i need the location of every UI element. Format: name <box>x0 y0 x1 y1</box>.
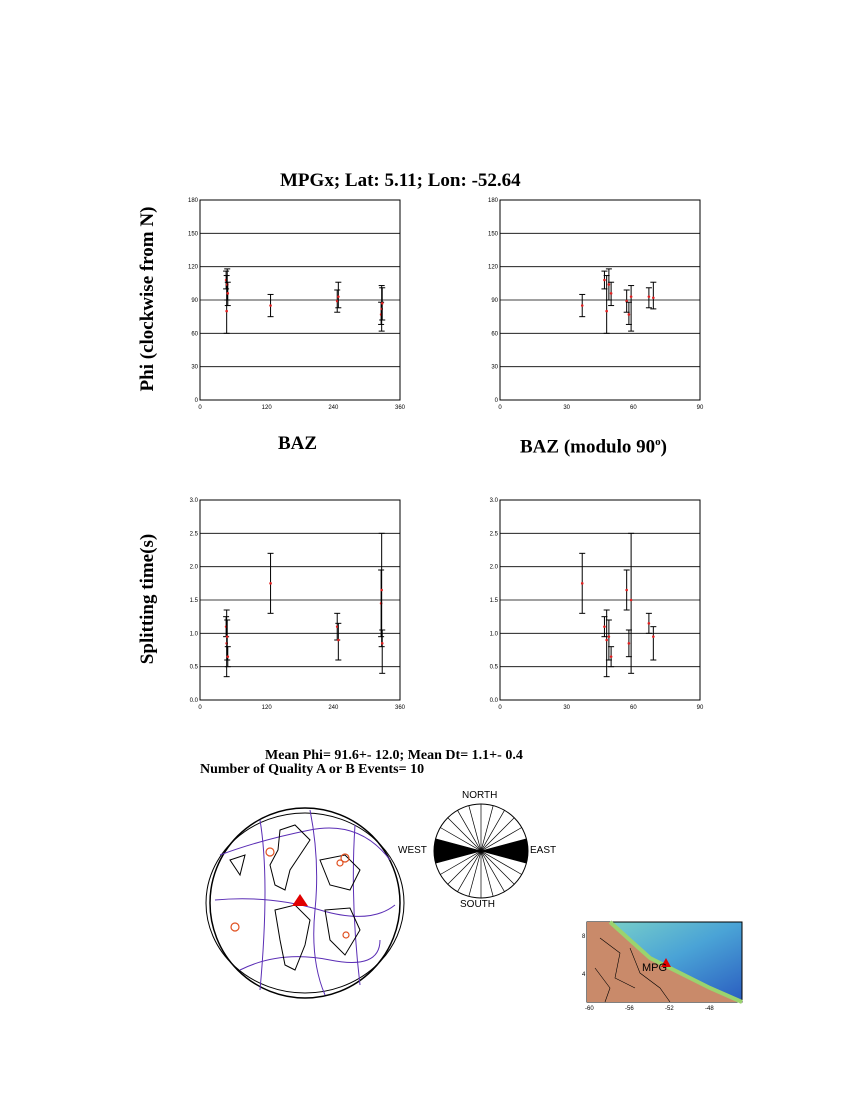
y-tick-label: 2.0 <box>489 564 498 571</box>
y-tick-label: 30 <box>191 364 198 371</box>
rose-diagram <box>432 802 530 900</box>
data-point <box>226 292 229 295</box>
y-tick-label: 180 <box>487 198 498 204</box>
data-point <box>603 279 606 282</box>
x-tick-label: 60 <box>629 705 637 711</box>
error-bar <box>335 282 341 308</box>
x-tick-label: 120 <box>261 405 272 411</box>
data-point <box>608 283 611 286</box>
rose-east-label: EAST <box>530 845 557 856</box>
y-tick-label: 1.0 <box>489 631 498 638</box>
data-point <box>630 295 633 298</box>
y-tick-label: 150 <box>187 231 198 238</box>
y-tick-label: 0.5 <box>189 664 198 671</box>
data-point <box>269 582 272 585</box>
y-tick-label: 1.5 <box>189 598 198 604</box>
x-tick-label: 0 <box>498 705 502 711</box>
y-tick-label: 2.0 <box>189 564 198 571</box>
data-point <box>648 295 651 298</box>
x-tick-label: 60 <box>629 405 637 411</box>
y-tick-label: 3.0 <box>189 498 198 504</box>
baz-mod-label <box>520 436 667 458</box>
error-bar <box>650 627 656 660</box>
rose-petal <box>434 839 481 851</box>
data-point <box>581 582 584 585</box>
x-tick-label: 240 <box>328 405 339 411</box>
y-tick-label: 180 <box>187 198 198 204</box>
y-tick-label: 60 <box>191 331 198 338</box>
y-tick-label: 90 <box>191 298 198 304</box>
y-tick-label: 120 <box>487 264 498 271</box>
station-icon <box>292 894 308 906</box>
x-tick-label: 0 <box>198 405 202 411</box>
svg-text:8: 8 <box>582 934 586 940</box>
error-bar <box>335 623 341 660</box>
data-point <box>628 642 631 645</box>
mean-summary: Mean Phi= 91.6+- 12.0; Mean Dt= 1.1+- 0.4 <box>265 748 523 763</box>
data-point <box>381 302 384 305</box>
x-tick-label: 90 <box>696 705 704 711</box>
rose-petal <box>481 851 528 863</box>
data-point <box>630 599 633 602</box>
event-count: Number of Quality A or B Events= 10 <box>200 762 425 777</box>
svg-text:-56: -56 <box>625 1006 634 1012</box>
globe-map <box>200 800 410 1005</box>
x-tick-label: 360 <box>394 705 406 711</box>
regional-map <box>580 918 745 1013</box>
y-tick-label: 120 <box>187 264 198 271</box>
rose-petal <box>434 851 481 863</box>
y-tick-label: 0 <box>494 398 498 404</box>
data-point <box>225 310 228 313</box>
x-tick-label: 90 <box>696 405 704 411</box>
baz-mod-deg: o <box>655 436 661 448</box>
data-point <box>652 635 655 638</box>
rose-south-label: SOUTH <box>460 899 495 910</box>
data-point <box>226 655 229 658</box>
x-tick-label: 30 <box>563 705 571 711</box>
y-tick-label: 3.0 <box>489 498 498 504</box>
x-tick-label: 360 <box>394 405 406 411</box>
svg-text:-52: -52 <box>665 1006 674 1012</box>
y-tick-label: 150 <box>487 231 498 238</box>
y-tick-label: 30 <box>491 364 498 371</box>
y-tick-label: 0.0 <box>189 698 198 704</box>
y-tick-label: 60 <box>491 331 498 338</box>
y-tick-label: 0 <box>194 398 198 404</box>
data-point <box>648 622 651 625</box>
dt-axis-label: Splitting time(s) <box>137 533 158 665</box>
data-point <box>605 310 608 313</box>
y-tick-label: 0.0 <box>489 698 498 704</box>
phi-vs-baz-chart <box>180 190 420 411</box>
y-tick-label: 90 <box>491 298 498 304</box>
data-point <box>381 642 384 645</box>
data-point <box>337 639 340 642</box>
data-point <box>226 635 229 638</box>
baz-mod-close: ) <box>660 436 667 458</box>
data-point <box>337 295 340 298</box>
dt-vs-baz-chart <box>180 490 420 711</box>
y-tick-label: 1.0 <box>189 631 198 638</box>
data-point <box>608 635 611 638</box>
data-point <box>625 589 628 592</box>
rose-petal <box>481 839 528 851</box>
y-tick-label: 2.5 <box>489 531 498 538</box>
data-point <box>605 639 608 642</box>
x-tick-label: 240 <box>328 705 339 711</box>
data-point <box>610 655 613 658</box>
event-markers <box>231 848 349 938</box>
error-bar <box>650 282 656 309</box>
svg-text:4: 4 <box>582 972 586 978</box>
data-point <box>380 589 383 592</box>
rose-west-label: WEST <box>398 845 427 856</box>
station-label: MPG <box>642 962 668 974</box>
x-tick-label: 0 <box>198 705 202 711</box>
data-point <box>610 292 613 295</box>
y-tick-label: 0.5 <box>489 664 498 671</box>
x-tick-label: 0 <box>498 405 502 411</box>
baz-label: BAZ <box>278 433 318 454</box>
phi-vs-baz-mod-chart <box>480 190 720 411</box>
x-tick-label: 120 <box>261 705 272 711</box>
data-point <box>269 304 272 307</box>
y-tick-label: 1.5 <box>489 598 498 604</box>
baz-mod-text: BAZ (modulo 90 <box>520 436 656 458</box>
data-point <box>652 296 655 299</box>
x-tick-label: 30 <box>563 405 571 411</box>
rose-north-label: NORTH <box>462 790 498 801</box>
y-tick-label: 2.5 <box>189 531 198 538</box>
coastlines <box>230 825 360 970</box>
data-point <box>603 625 606 628</box>
svg-text:-60: -60 <box>585 1006 594 1012</box>
page-title: MPGx; Lat: 5.11; Lon: -52.64 <box>280 170 521 191</box>
dt-vs-baz-mod-chart <box>480 490 720 711</box>
data-point <box>581 304 584 307</box>
svg-text:-48: -48 <box>705 1006 714 1012</box>
data-point <box>628 313 631 316</box>
phi-axis-label: Phi (clockwise from N) <box>137 206 158 392</box>
